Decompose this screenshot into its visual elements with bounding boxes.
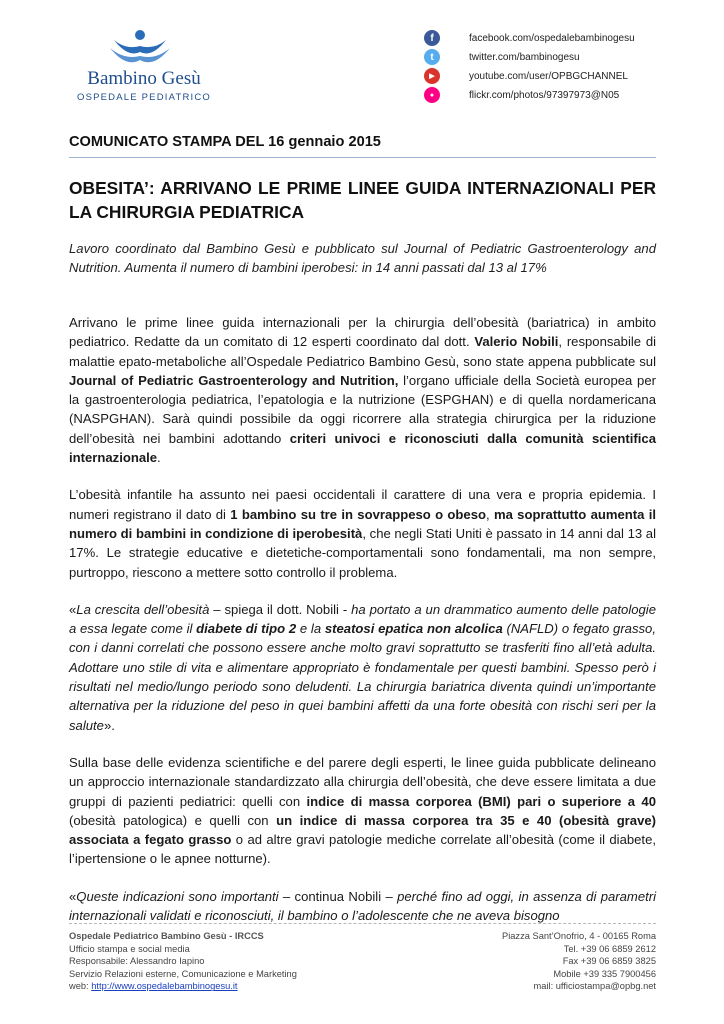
article-body (69, 313, 656, 943)
text-run: , che negli Stati Uniti è passato in 14 anni dal 13 al 17%. Le strategie educative e dietetiche-comportamentali sono fondamentali, ma non sempre, purtroppo, riescono a mettere sotto controllo il problema. (69, 525, 656, 580)
twitter-icon: t (424, 49, 440, 65)
text-run: , responsabile di malattie epato-metaboliche all’Ospedale Pediatrico Bambino Gesù, sono state appena pubblicate sul (69, 334, 657, 369)
text-run: (obesità patologica) e quelli con (69, 812, 277, 828)
social-links (424, 29, 684, 104)
body-paragraph (69, 600, 656, 735)
text-run: Journal of Pediatric Gastroenterology and Nutrition, (69, 372, 399, 388)
text-run: – continua Nobili – (278, 888, 398, 904)
social-row-twitter[interactable] (424, 48, 684, 66)
social-link-flickr[interactable]: flickr.com/photos/97397973@N05 (469, 89, 620, 101)
footer-phone: Tel. +39 06 6859 2612 (563, 943, 656, 954)
text-run: l’organo ufficiale della Società europea per la gastroenterologia pediatrica, l’epatologia e la nutrizione (ESPGHAN) e di quella nordamericana (NASPGHAN). Sarà quindi possibile da oggi ricorrere alla strategia chirurgica per la riduzione dell’obesità nei bambini adottando (69, 372, 656, 446)
footer-fax: Fax +39 06 6859 3825 (562, 956, 656, 967)
text-run: indice di massa corporea (BMI) pari o superiore a 40 (306, 793, 656, 809)
social-link-twitter[interactable]: twitter.com/bambinogesu (469, 51, 580, 63)
body-paragraph (69, 313, 656, 467)
text-run: Queste indicazioni sono importanti (76, 888, 279, 904)
text-run: criteri univoci e riconosciuti dalla comunità scientifica internazionale (69, 430, 656, 466)
footer-office: Ufficio stampa e social media (69, 943, 190, 954)
text-run: ha portato a un drammatico aumento delle patologie a essa legate come il (69, 601, 656, 637)
youtube-icon: ▶ (424, 68, 440, 84)
footer-email[interactable]: mail: ufficiostampa@opbg.net (533, 981, 656, 992)
header-divider (69, 157, 656, 158)
text-run: , (485, 506, 494, 522)
footer-left (69, 930, 389, 993)
social-link-facebook[interactable]: facebook.com/ospedalebambinogesu (469, 32, 635, 44)
text-run: Valerio Nobili (474, 334, 559, 350)
text-run: diabete di tipo 2 (196, 621, 297, 637)
logo-name: Bambino Gesù (87, 68, 201, 89)
document-subtitle: Lavoro coordinato dal Bambino Gesù e pubblicato sul Journal of Pediatric Gastroenterology and Nutrition. Aumenta il numero di bambini iperobesi: in 14 anni passati dal 13 al 17% (69, 241, 656, 275)
social-row-flickr[interactable] (424, 86, 684, 104)
text-run: Arrivano le prime linee guida internazionali per la chirurgia dell’obesità (bariatrica) in ambito pediatrico. Redatte da un comitato di 12 esperti coordinato dal dott. (69, 315, 656, 350)
text-run: ». (103, 717, 115, 733)
logo-subtitle: OSPEDALE PEDIATRICO (76, 92, 211, 103)
text-run: e la (296, 621, 325, 637)
press-release-label: COMUNICATO STAMPA DEL 16 gennaio 2015 (69, 134, 381, 150)
body-paragraph (69, 753, 656, 869)
text-run: « (69, 888, 77, 904)
document-title: OBESITA’: ARRIVANO LE PRIME LINEE GUIDA INTERNAZIONALI PER LA CHIRURGIA PEDIATRICA (69, 178, 656, 222)
social-row-youtube[interactable] (424, 67, 684, 85)
text-run: o ad altre gravi patologie mediche correlate all’obesità (come il diabete, l’ipertensione o le apnee notturne). (69, 832, 656, 867)
hospital-logo (64, 28, 224, 108)
footer-right (400, 930, 656, 993)
text-run: La crescita dell’obesità (76, 601, 210, 617)
text-run: steatosi epatica non alcolica (324, 621, 503, 637)
footer-mobile: Mobile +39 335 7900456 (553, 968, 656, 979)
text-run: perché fino ad oggi, in assenza di parametri internazionali validati e riconosciuti, il bambino o l’adolescente che ne aveva bisogno (69, 888, 657, 924)
text-run: « (69, 601, 77, 617)
social-row-facebook[interactable] (424, 29, 684, 47)
footer-manager: Responsabile: Alessandro Iapino (69, 956, 205, 967)
social-link-youtube[interactable]: youtube.com/user/OPBGCHANNEL (469, 70, 628, 82)
footer-department: Servizio Relazioni esterne, Comunicazione e Marketing (69, 968, 297, 979)
text-run: un indice di massa corporea tra 35 e 40 (obesità grave) associata a fegato grasso (69, 812, 656, 848)
text-run: Sulla base delle evidenza scientifiche e del parere degli esperti, le linee guida pubblicate delineano un approccio internazionale standardizzato alla chirurgia dell’obesità, che deve essere limitata a due gruppi di pazienti pediatrici: quelli con (69, 754, 656, 809)
body-paragraph (69, 485, 656, 581)
text-run: (NAFLD) o fegato grasso, con i danni correlati che possono essere anche molto gravi soprattutto se trasferiti fino all’età adulta. Adottare uno stile di vita e alimentare appropriato è fondamentale per questi bambini. Spesso però i risultati nel medio/lungo periodo sono deludenti. La chirurgia bariatrica diventa quindi un’importante alternativa per la riduzione del peso in quei bambini affetti da una forte obesità con rischi seri per la salute (69, 621, 656, 733)
facebook-icon: f (424, 30, 440, 46)
text-run: . (157, 450, 161, 466)
logo-mark-icon (108, 28, 172, 66)
footer-address: Piazza Sant’Onofrio, 4 - 00165 Roma (502, 931, 656, 941)
footer-web-label: web: (69, 981, 92, 992)
footer-web (69, 980, 389, 993)
text-run: L’obesità infantile ha assunto nei paesi occidentali il carattere di una vera e propria epidemia. I numeri registrano il dato di (69, 487, 656, 522)
footer-org-name: Ospedale Pediatrico Bambino Gesù - IRCCS (69, 931, 264, 941)
footer-divider (69, 923, 656, 924)
body-paragraph (69, 887, 656, 926)
text-run: 1 bambino su tre in sovrappeso o obeso (230, 506, 486, 522)
footer-web-link[interactable]: http://www.ospedalebambinogesu.it (91, 981, 238, 992)
flickr-icon: ● (424, 87, 440, 103)
text-run: – spiega il dott. Nobili - (209, 601, 352, 617)
text-run: ma soprattutto aumenta il numero di bambini in condizione di iperobesità (69, 506, 656, 541)
